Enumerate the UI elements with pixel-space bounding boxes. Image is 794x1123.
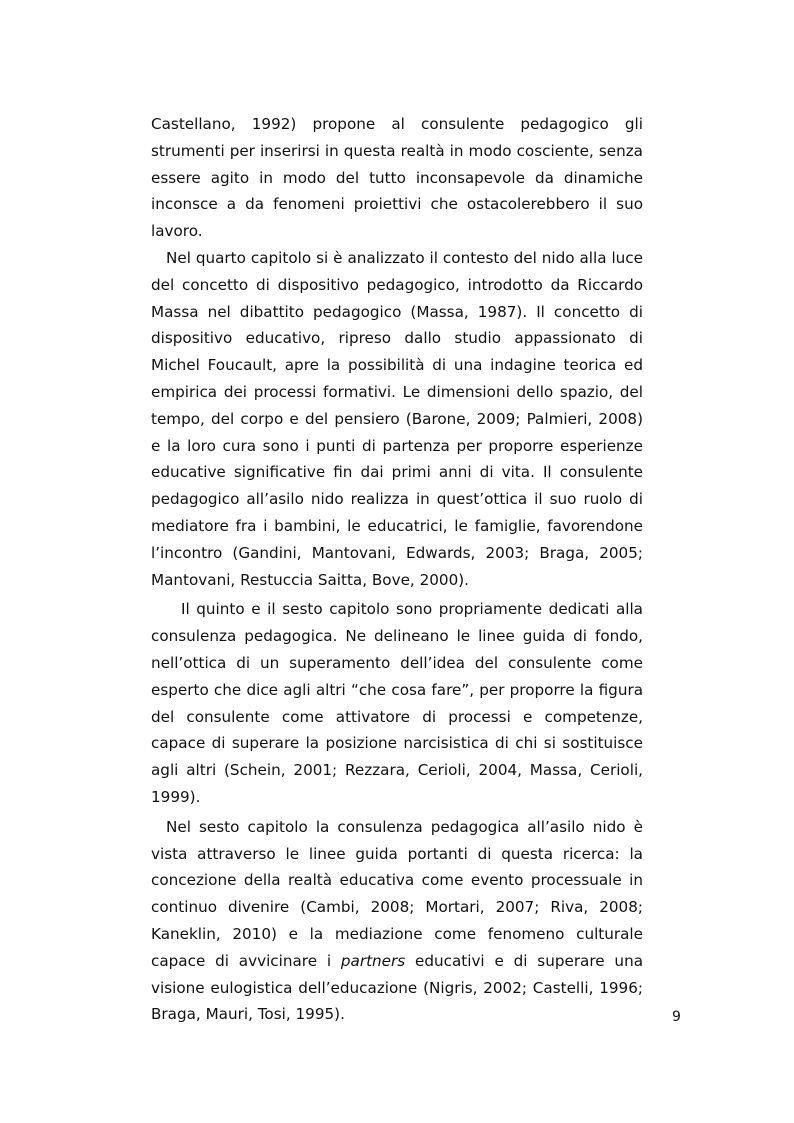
paragraph-4-text-a: Nel sesto capitolo la consulenza pedagogica all’asilo nido è vista attraverso le linee guida portanti di questa ricerca: la concezione della realtà educativa come evento processuale in continuo divenire (Cambi, 2008; Mortari, 2007; Riva, 2008; Kaneklin, 2010) e la mediazione come fenomeno culturale capace di avvicinare i: [151, 817, 643, 970]
paragraph-2: Nel quarto capitolo si è analizzato il contesto del nido alla luce del concetto di dispositivo pedagogico, introdotto da Riccardo Massa nel dibattito pedagogico (Massa, 1987). Il concetto di dispositivo educativo, ripreso dallo studio appassionato di Michel Foucault, apre la possibilità di una indagine teorica ed empirica dei processi formativi. Le dimensioni dello spazio, del tempo, del corpo e del pensiero (Barone, 2009; Palmieri, 2008) e la loro cura sono i punti di partenza per proporre esperienze educative significative fin dai primi anni di vita. Il consulente pedagogico all’asilo nido realizza in quest’ottica il suo ruolo di mediatore fra i bambini, le educatrici, le famiglie, favorendone l’incontro (Gandini, Mantovani, Edwards, 2003; Braga, 2005; Mantovani, Restuccia Saitta, Bove, 2000).: [151, 248, 643, 589]
paragraph-4-italic-term: partners: [340, 951, 406, 970]
paragraph-3: Il quinto e il sesto capitolo sono propriamente dedicati alla consulenza pedagogica. Ne delineano le linee guida di fondo, nell’ottica di un superamento dell’idea del consulente come esperto che dice agli altri “che cosa fare”, per proporre la figura del consulente come attivatore di processi e competenze, capace di superare la posizione narcisistica di chi si sostituisce agli altri (Schein, 2001; Rezzara, Cerioli, 2004, Massa, Cerioli, 1999).: [151, 600, 643, 806]
paragraph-1: Castellano, 1992) propone al consulente pedagogico gli strumenti per inserirsi in questa realtà in modo cosciente, senza essere agito in modo del tutto inconsapevole da dinamiche inconsce a da fenomeni proiettivi che ostacolerebbero il suo lavoro.: [151, 115, 643, 241]
paragraph-4: [151, 814, 643, 1028]
paragraph-4-text-b: educativi e di superare una visione eulogistica dell’educazione (Nigris, 2002; Castelli, 1996; Braga, Mauri, Tosi, 1995).: [151, 951, 643, 1024]
page-number: 9: [672, 1009, 681, 1025]
body-text: [151, 111, 643, 1028]
